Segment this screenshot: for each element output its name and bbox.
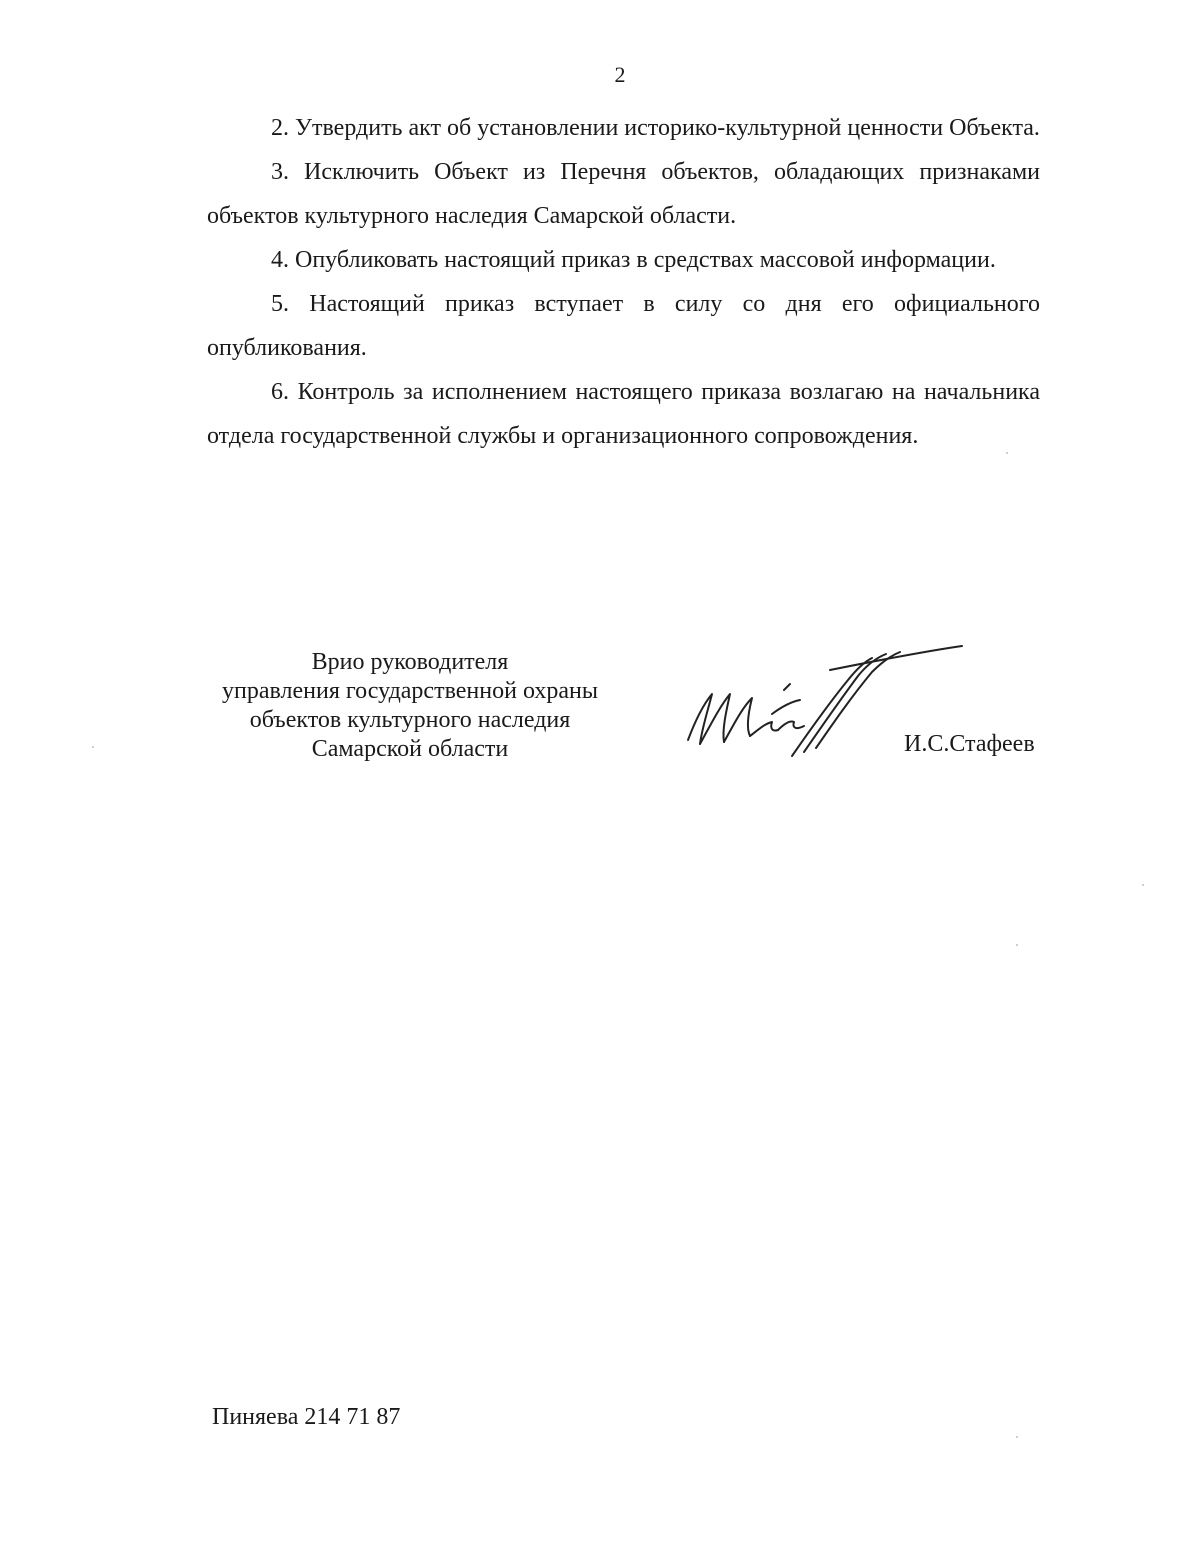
order-body (207, 106, 1040, 458)
signer-position-line: Врио руководителя (311, 649, 509, 675)
signer-position (200, 648, 620, 764)
page-number: 2 (614, 62, 626, 87)
signer-name: И.С.Стафеев (904, 731, 1035, 757)
clause-2: 2. Утвердить акт об установлении историко-культурной ценности Объекта. (271, 115, 1040, 141)
executor-contact: Пиняева 214 71 87 (212, 1404, 401, 1430)
scan-speck (1142, 884, 1144, 886)
clause-4: 4. Опубликовать настоящий приказ в средствах массовой информации. (271, 247, 996, 273)
scan-speck (92, 746, 94, 748)
signer-position-line: управления государственной охраны (222, 678, 598, 704)
scan-speck (1006, 452, 1008, 454)
scan-speck (1016, 1436, 1018, 1438)
clause-5: 5. Настоящий приказ вступает в силу со дня его официального опубликования. (207, 291, 1040, 361)
signer-position-line: Самарской области (311, 736, 509, 762)
clause-6: 6. Контроль за исполнением настоящего приказа возлагаю на начальника отдела государственной службы и организационного сопровождения. (207, 379, 1040, 449)
signer-position-line: объектов культурного наследия (249, 707, 571, 733)
scan-speck (1016, 944, 1018, 946)
clause-3: 3. Исключить Объект из Перечня объектов, обладающих признаками объектов культурного наследия Самарской области. (207, 159, 1040, 229)
